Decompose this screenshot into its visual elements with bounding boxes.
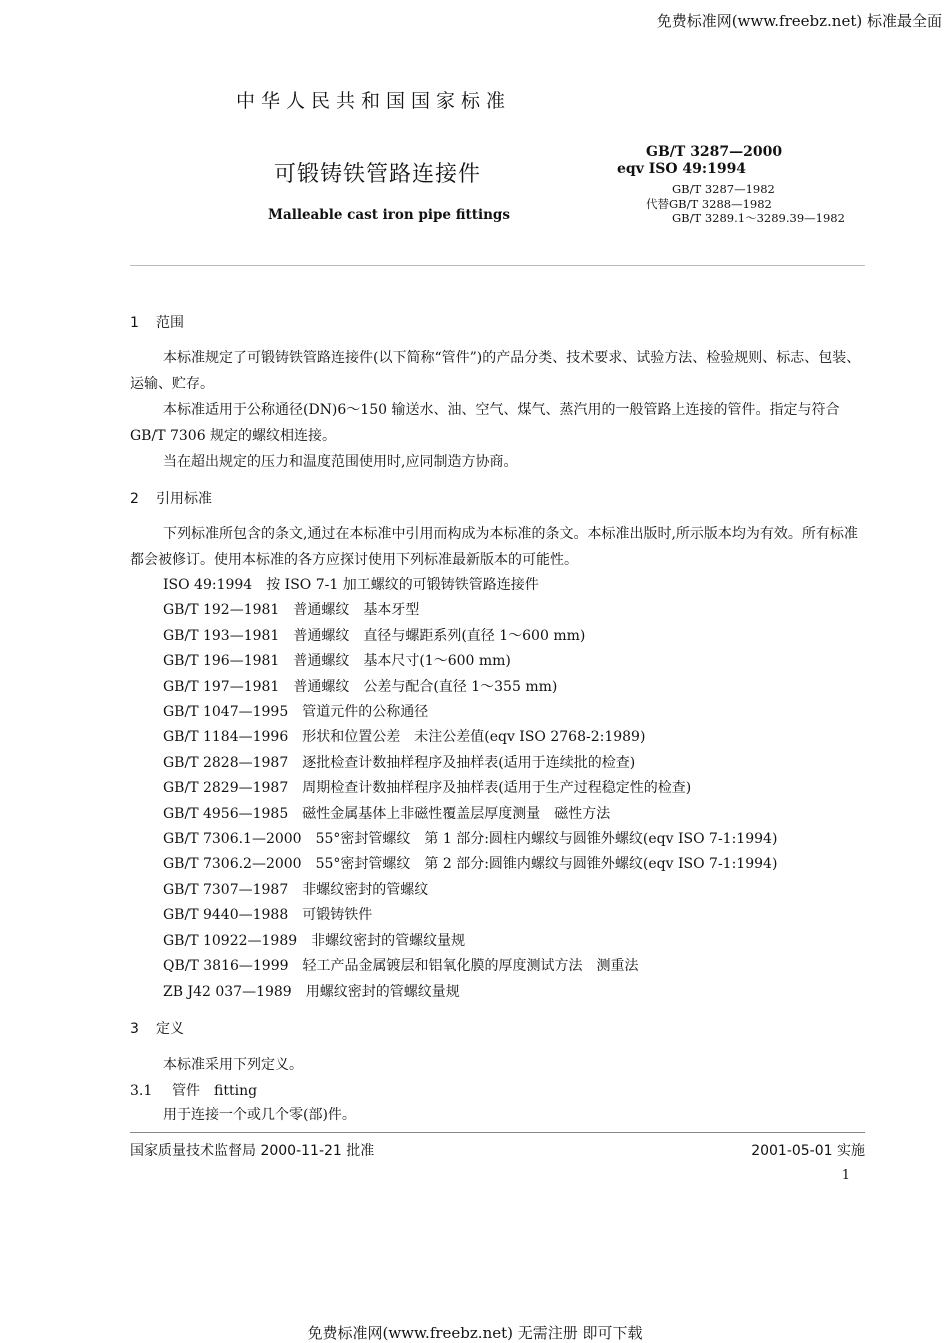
watermark-top: 免费标准网(www.freebz.net) 标准最全面 [656,12,942,30]
ref-code: GB/T 4956—1985 [163,805,289,822]
ref-title: 用螺纹密封的管螺纹量规 [305,983,460,1000]
definition-3-1 [130,1080,257,1100]
referenced-standards-list [163,573,777,1005]
list-item [163,598,777,623]
list-item [163,776,777,801]
ref-code: GB/T 10922—1989 [163,932,298,949]
section-1-heading [130,312,184,332]
ref-title: 按 ISO 7-1 加工螺纹的可锻铸铁管路连接件 [266,577,539,593]
replaces-line-3: GB/T 3289.1～3289.39—1982 [672,211,845,225]
ref-title: 非螺纹密封的管螺纹 [302,881,429,898]
ref-code: GB/T 2829—1987 [163,780,289,797]
ref-code: GB/T 7306.2—2000 [163,856,302,873]
list-item [163,929,777,954]
ref-code: ZB J42 037—1989 [163,983,292,1000]
definition-text: 用于连接一个或几个零(部)件。 [163,1107,356,1123]
equivalent-code: eqv ISO 49:1994 [617,161,747,177]
list-item [163,725,777,750]
list-item [163,878,777,903]
section-3-intro: 本标准采用下列定义。 [163,1057,303,1073]
definition-term: 管件 fitting [172,1083,258,1099]
section-title: 定义 [156,1021,184,1037]
list-item [163,954,777,979]
list-item [163,980,777,1005]
ref-code: GB/T 192—1981 [163,602,280,619]
list-item [163,649,777,674]
footer-divider [130,1132,865,1133]
ref-code: GB/T 1184—1996 [163,729,289,746]
list-item [163,700,777,725]
ref-title: 可锻铸铁件 [302,907,373,924]
ref-title: 55°密封管螺纹 第 2 部分:圆锥内螺纹与圆锥外螺纹(eqv ISO 7-1:1994) [315,856,778,873]
ref-title: 轻工产品金属镀层和铝氧化膜的厚度测试方法 测重法 [302,958,639,975]
list-item [163,573,777,598]
section-number: 2 [130,491,139,507]
ref-title: 周期检查计数抽样程序及抽样表(适用于生产过程稳定性的检查) [302,780,692,797]
section-title: 引用标准 [156,491,212,507]
section-1-paragraph-3: 当在超出规定的压力和温度范围使用时,应同制造方协商。 [163,454,518,470]
ref-title: 普通螺纹 基本牙型 [293,602,420,619]
section-2-intro: 下列标准所包含的条文,通过在本标准中引用而构成为本标准的条文。本标准出版时,所示版本均为有效。所有标准都会被修订。使用本标准的各方应探讨使用下列标准最新版本的可能性。 [130,526,858,568]
list-item [163,903,777,928]
ref-code: GB/T 196—1981 [163,653,280,670]
watermark-bottom: 免费标准网(www.freebz.net) 无需注册 即可下载 [307,1324,643,1342]
ref-title: 普通螺纹 直径与螺距系列(直径 1～600 mm) [293,627,586,644]
page-number: 1 [841,1168,850,1183]
ref-title: 普通螺纹 公差与配合(直径 1～355 mm) [293,678,558,695]
section-3-heading [130,1018,184,1038]
ref-code: ISO 49:1994 [163,577,253,593]
replaces-line-2: 代替GB/T 3288—1982 [646,197,772,211]
section-number: 1 [130,315,139,331]
ref-code: GB/T 193—1981 [163,627,280,644]
ref-title: 形状和位置公差 未注公差值(eqv ISO 2768-2:1989) [302,729,646,746]
ref-code: GB/T 7307—1987 [163,881,289,898]
standard-code: GB/T 3287—2000 [646,144,783,160]
ref-title: 磁性金属基体上非磁性覆盖层厚度测量 磁性方法 [302,805,611,822]
definition-number: 3.1 [130,1083,153,1099]
list-item [163,675,777,700]
section-2-heading [130,488,212,508]
list-item [163,624,777,649]
effective-date: 2001-05-01 实施 [751,1143,865,1159]
section-1-paragraph-1: 本标准规定了可锻铸铁管路连接件(以下简称“管件”)的产品分类、技术要求、试验方法、检验规则、标志、包装、运输、贮存。 [130,350,861,392]
national-standard-heading: 中华人民共和国国家标准 [236,90,512,112]
section-title: 范围 [156,315,184,331]
section-1-paragraph-2: 本标准适用于公称通径(DN)6～150 输送水、油、空气、煤气、蒸汽用的一般管路上连接的管件。指定与符合 GB/T 7306 规定的螺纹相连接。 [130,402,840,444]
list-item [163,827,777,852]
document-title-en: Malleable cast iron pipe fittings [268,207,510,223]
section-number: 3 [130,1021,139,1037]
ref-title: 非螺纹密封的管螺纹量规 [311,932,466,949]
ref-code: GB/T 197—1981 [163,678,280,695]
ref-code: GB/T 7306.1—2000 [163,831,302,848]
replaces-line-1: GB/T 3287—1982 [672,182,775,196]
ref-title: 逐批检查计数抽样程序及抽样表(适用于连续批的检查) [302,754,636,771]
ref-code: GB/T 1047—1995 [163,704,289,721]
document-title-cn: 可锻铸铁管路连接件 [274,162,482,187]
list-item [163,852,777,877]
ref-code: QB/T 3816—1999 [163,958,289,975]
ref-code: GB/T 2828—1987 [163,754,289,771]
approval-date: 国家质量技术监督局 2000-11-21 批准 [130,1143,375,1159]
list-item [163,802,777,827]
list-item [163,751,777,776]
header-divider [130,265,865,266]
ref-title: 55°密封管螺纹 第 1 部分:圆柱内螺纹与圆锥外螺纹(eqv ISO 7-1:1994) [315,831,778,848]
ref-title: 普通螺纹 基本尺寸(1～600 mm) [293,653,511,670]
ref-title: 管道元件的公称通径 [302,704,429,721]
ref-code: GB/T 9440—1988 [163,907,289,924]
